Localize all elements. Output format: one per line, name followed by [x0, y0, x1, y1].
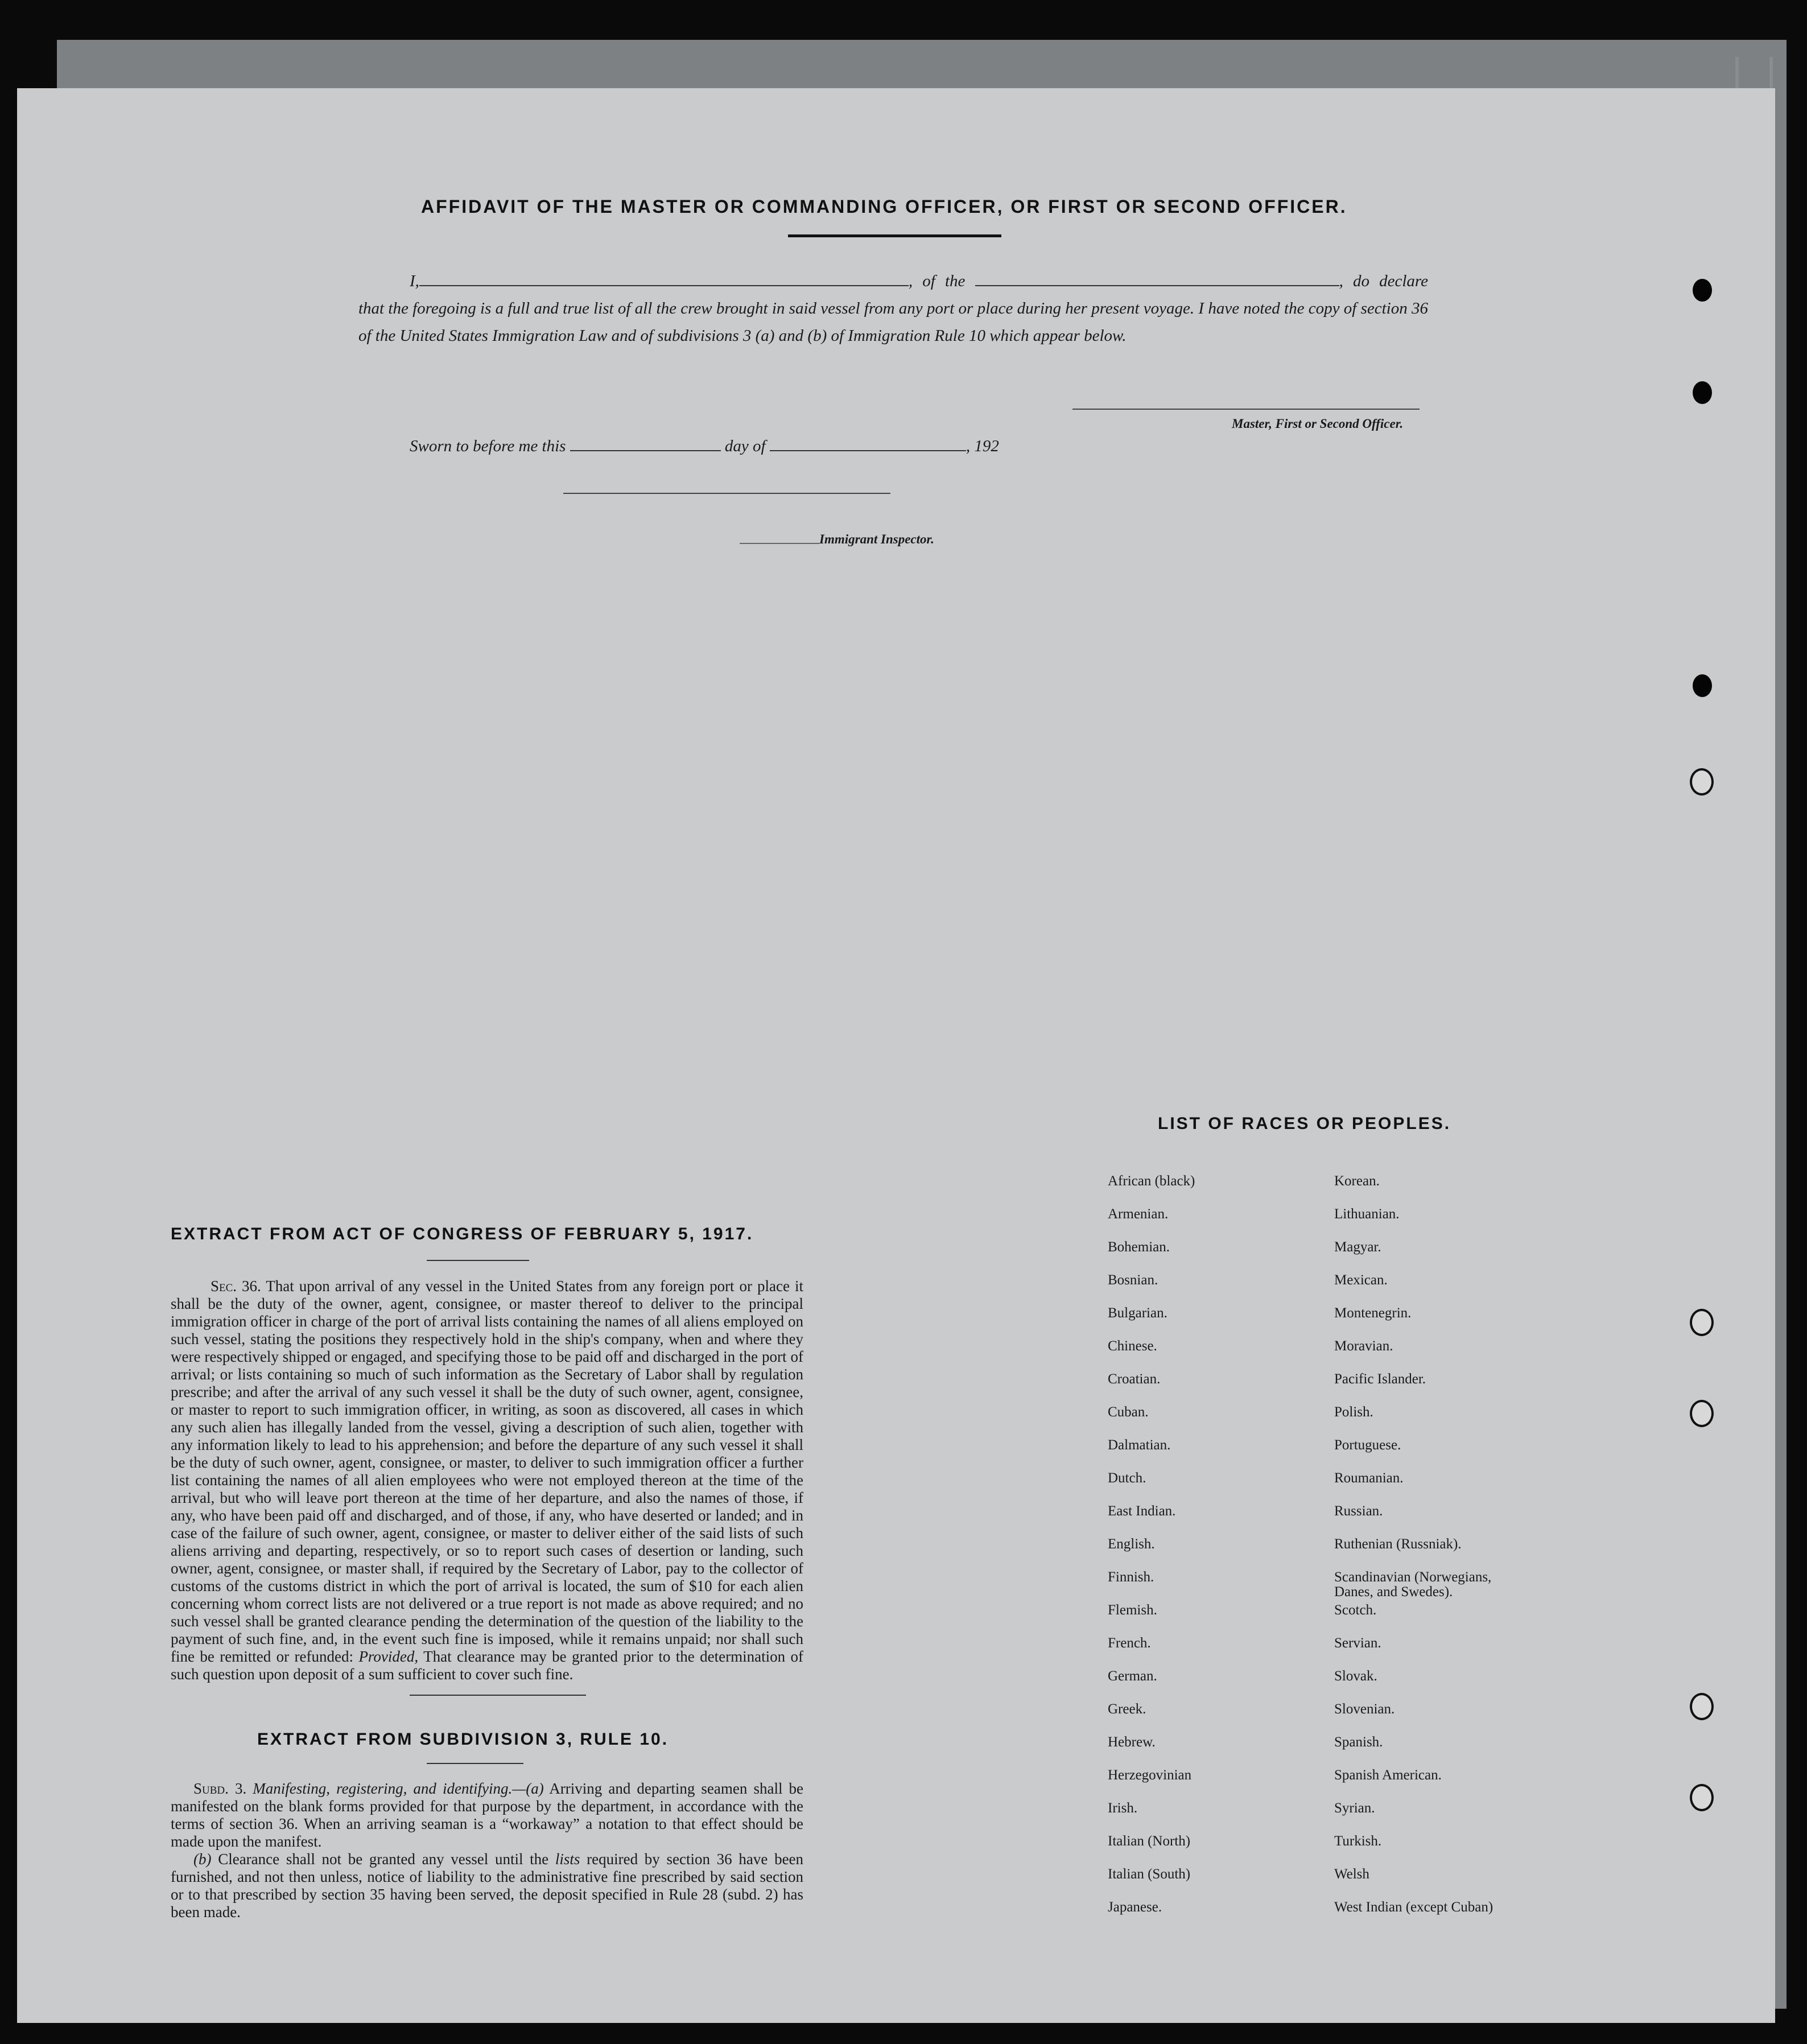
- races-left-column: [1108, 1174, 1195, 1933]
- race-item: Cuban.: [1108, 1404, 1149, 1420]
- sworn-month-field[interactable]: [770, 447, 966, 451]
- punch-hole: [1690, 1693, 1714, 1720]
- punch-hole: [1693, 674, 1712, 697]
- punch-hole: [1693, 381, 1712, 404]
- para-b-pre: Clearance shall not be granted any vessel until the: [218, 1851, 549, 1868]
- race-item: Roumanian.: [1334, 1470, 1404, 1486]
- races-title: LIST OF RACES OR PEOPLES.: [1158, 1114, 1451, 1133]
- sworn-year: , 192: [966, 437, 999, 455]
- race-item: Portuguese.: [1334, 1437, 1401, 1453]
- punch-hole: [1693, 279, 1712, 302]
- race-item: Spanish.: [1334, 1734, 1383, 1750]
- race-item: Armenian.: [1108, 1206, 1169, 1222]
- sworn-date-field[interactable]: [570, 447, 721, 451]
- inspector-signature-line[interactable]: [563, 493, 890, 494]
- race-item: Magyar.: [1334, 1239, 1381, 1255]
- race-item: Syrian.: [1334, 1800, 1375, 1816]
- race-item: German.: [1108, 1668, 1157, 1684]
- act-extract-title: EXTRACT FROM ACT OF CONGRESS OF FEBRUARY 5, 1917.: [171, 1225, 754, 1243]
- race-item: Welsh: [1334, 1866, 1369, 1882]
- section-label: Sec. 36.: [211, 1278, 261, 1295]
- subd-label: Subd. 3.: [193, 1780, 247, 1797]
- punch-hole: [1690, 1400, 1714, 1427]
- rule-extract-title: EXTRACT FROM SUBDIVISION 3, RULE 10.: [257, 1730, 669, 1749]
- decl-declare: , do declare: [1339, 272, 1428, 290]
- sworn-day: day of: [724, 437, 766, 455]
- race-item: Bulgarian.: [1108, 1305, 1167, 1321]
- act-extract-body: [171, 1278, 803, 1683]
- race-item: African (black): [1108, 1173, 1195, 1189]
- race-item: East Indian.: [1108, 1503, 1176, 1519]
- race-item: Pacific Islander.: [1334, 1371, 1426, 1387]
- race-item: Polish.: [1334, 1404, 1373, 1420]
- decl-of: , of the: [908, 272, 966, 290]
- act-end-rule: [410, 1695, 586, 1696]
- vessel-field[interactable]: [975, 282, 1339, 286]
- rule-para-b: [171, 1851, 803, 1921]
- decl-start: I,: [410, 272, 419, 290]
- race-item: Slovenian.: [1334, 1701, 1395, 1717]
- race-item: Servian.: [1334, 1635, 1381, 1651]
- para-b-post: required by section 36 have been furnished, and not then unless, notice of liability to the administrative fine prescribed by said section or to that prescribed by section 35 having been served, the deposit specified in Rule 28 (subd. 2) has been made.: [171, 1851, 804, 1921]
- race-item: French.: [1108, 1635, 1151, 1651]
- race-item: Mexican.: [1334, 1272, 1388, 1288]
- punch-hole: [1690, 768, 1714, 796]
- act-body-part1: That upon arrival of any vessel in the United States from any foreign port or place it shall be the duty of the owner, agent, consignee, or master thereof to deliver to the principal immigration officer in charge of the port of arrival lists containing the names of all aliens employed on such vessel, stating the positions they respectively hold in the ship's company, when and where they were respectively shipped or engaged, and specifying those to be paid off and discharged in the port of arrival; or lists containing so much of such information as the Secretary of Labor shall by regulation prescribe; and after the arrival of any such vessel it shall be the duty of such owner, agent, consignee, or master to report to such immigration officer, in writing, as soon as discovered, all cases in which any such alien has illegally landed from the vessel, giving a description of such alien, together with any information likely to lead to his apprehension; and before the departure of any such vessel it shall be the duty of such owner, agent, consignee, or master, to deliver to such immigration officer a further list containing the names of all alien employees who were not employed thereon at the time of the arrival, but who will leave port thereon at the time of her departure, and also the names of those, if any, who have been paid off and discharged, and of those, if any, who have deserted or landed; and in case of the failure of such owner, agent, consignee, or master to deliver either of the said lists of such aliens arriving and departing, respectively, or so to report such cases of desertion or landing, such owner, agent, consignee, or master shall, if required by the Secretary of Labor, pay to the collector of customs of the customs district in which the port of arrival is located, the sum of $10 for each alien concerning whom correct lists are not delivered or a true report is not made as above required; and no such vessel shall be granted clearance pending the determination of the question of the liability to the payment of such fine, and, in the event such fine is imposed, while it remains unpaid; nor shall such fine be remitted or refunded:: [171, 1278, 804, 1665]
- affidavit-title: AFFIDAVIT OF THE MASTER OR COMMANDING OFFICER, OR FIRST OR SECOND OFFICER.: [421, 196, 1347, 217]
- race-item: Scandinavian (Norwegians, Danes, and Swedes).: [1334, 1569, 1492, 1600]
- punch-hole: [1690, 1309, 1714, 1336]
- race-item: Croatian.: [1108, 1371, 1161, 1387]
- race-item: Japanese.: [1108, 1899, 1162, 1915]
- race-item: Lithuanian.: [1334, 1206, 1400, 1222]
- race-item: Ruthenian (Russniak).: [1334, 1536, 1462, 1552]
- decl-rest: that the foregoing is a full and true list of all the crew brought in said vessel from any port or place during her present voyage. I have noted the copy of section 36 of the United States Immigration Law and of subdivisions 3 (a) and (b) of Immigration Rule 10 which appear below.: [358, 299, 1428, 345]
- rule-extract-body: [171, 1780, 803, 1921]
- signature-label: Master, First or Second Officer.: [1232, 417, 1404, 431]
- inspector-dash: [740, 543, 819, 544]
- race-item: Dutch.: [1108, 1470, 1146, 1486]
- race-item: English.: [1108, 1536, 1155, 1552]
- affidavit-declaration: [358, 267, 1428, 349]
- race-item: Russian.: [1334, 1503, 1383, 1519]
- race-item: Spanish American.: [1334, 1767, 1442, 1783]
- race-item: Dalmatian.: [1108, 1437, 1171, 1453]
- race-item: Moravian.: [1334, 1338, 1393, 1354]
- race-item: Turkish.: [1334, 1833, 1382, 1849]
- race-item: Irish.: [1108, 1800, 1138, 1816]
- sworn-start: Sworn to before me this: [410, 437, 566, 455]
- punch-hole: [1690, 1784, 1714, 1811]
- races-right-column: [1334, 1174, 1522, 1933]
- race-item: Flemish.: [1108, 1602, 1157, 1618]
- rule-title-rule: [427, 1763, 523, 1764]
- race-item: West Indian (except Cuban): [1334, 1899, 1494, 1915]
- sworn-line: [410, 437, 999, 456]
- para-a-text: Arriving and departing seamen shall be manifested on the blank forms provided for that purpose by the department, in accordance with the terms of section 36. When an arriving seaman is a “workaway” a notation to that effect should be made upon the manifest.: [171, 1780, 803, 1850]
- race-item: Chinese.: [1108, 1338, 1157, 1354]
- subd-heading: Manifesting, registering, and identifying.—(a): [253, 1780, 544, 1797]
- race-item: Hebrew.: [1108, 1734, 1156, 1750]
- inspector-label: Immigrant Inspector.: [819, 532, 934, 546]
- race-item: Korean.: [1334, 1173, 1380, 1189]
- title-rule: [788, 234, 1001, 237]
- act-title-rule: [427, 1260, 529, 1261]
- race-item: Scotch.: [1334, 1602, 1377, 1618]
- race-item: Greek.: [1108, 1701, 1146, 1717]
- race-item: Montenegrin.: [1334, 1305, 1412, 1321]
- provided-label: Provided,: [358, 1648, 419, 1665]
- rule-para-a: [171, 1780, 803, 1851]
- act-body-part2: That clearance may be granted prior to the determination of such question upon deposit of a sum sufficient to cover such fine.: [171, 1648, 804, 1683]
- name-field[interactable]: [419, 282, 909, 286]
- race-item: Herzegovinian: [1108, 1767, 1192, 1783]
- race-item: Slovak.: [1334, 1668, 1377, 1684]
- race-item: Italian (North): [1108, 1833, 1191, 1849]
- race-item: Bohemian.: [1108, 1239, 1170, 1255]
- para-b-label: (b): [193, 1851, 212, 1868]
- signature-line[interactable]: [1072, 409, 1420, 410]
- para-b-lists: lists: [555, 1851, 580, 1868]
- race-item: Italian (South): [1108, 1866, 1191, 1882]
- race-item: Bosnian.: [1108, 1272, 1158, 1288]
- race-item: Finnish.: [1108, 1569, 1154, 1585]
